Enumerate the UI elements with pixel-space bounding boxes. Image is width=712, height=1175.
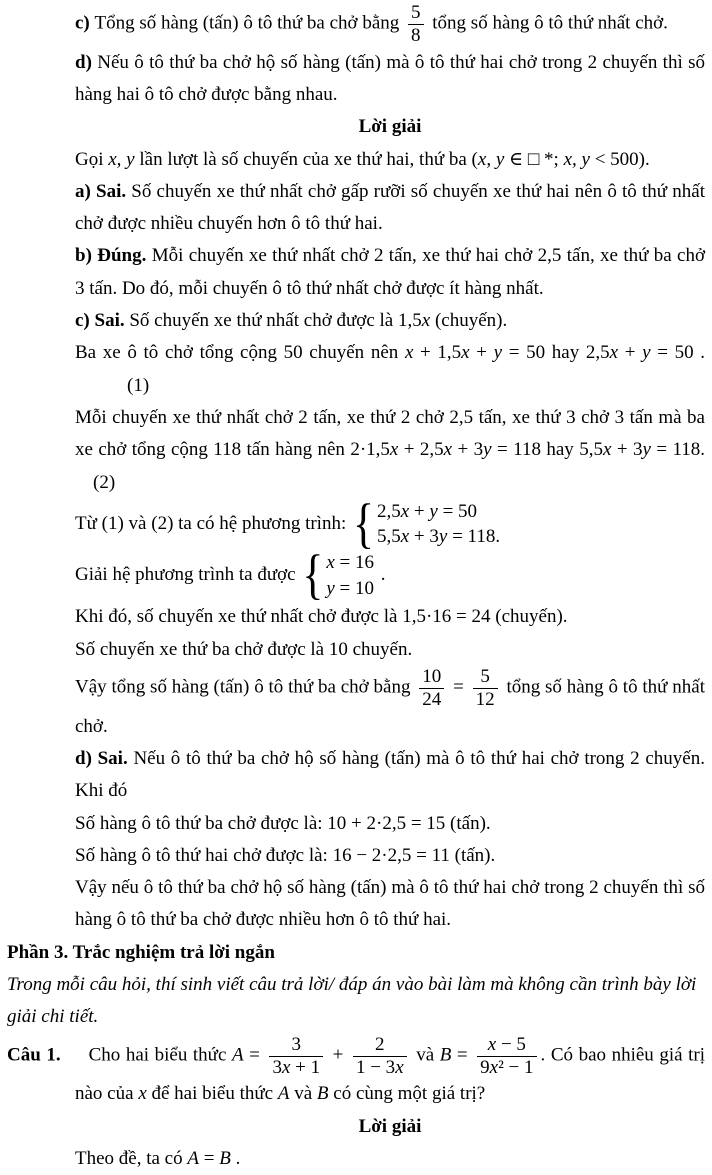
statement-d [75, 47, 705, 112]
math-variable: x, y [563, 148, 590, 170]
text-run: Nếu ô tô thứ ba chở hộ số hàng (tấn) mà ô tô thứ hai chở trong 2 chuyến. Khi đó [75, 747, 705, 802]
text-run: = [451, 1044, 474, 1066]
fraction-numerator [269, 1034, 323, 1057]
fraction-numerator [408, 2, 424, 25]
text-run: + 3 [452, 439, 484, 461]
math-variable: x, y [108, 148, 135, 170]
fraction-denominator [473, 689, 498, 711]
fraction-denominator [353, 1057, 407, 1079]
fraction-denominator [408, 25, 424, 47]
text-run: = 50 [437, 500, 478, 522]
text-run: + [618, 342, 643, 364]
text-run: = 118. [650, 439, 706, 461]
fraction-numerator [353, 1034, 407, 1057]
math-variable: x [326, 552, 335, 574]
fraction [419, 666, 444, 711]
system-row [326, 576, 374, 602]
text-run: Lời giải [358, 1115, 422, 1137]
text-run: < 500). [589, 148, 650, 170]
text-run: a) Sai. [75, 180, 132, 202]
solution-heading-2 [75, 1111, 705, 1143]
question-1 [7, 1033, 706, 1111]
text-run: Tổng số hàng (tấn) ô tô thứ ba chở bằng [94, 12, 405, 34]
text-run: 3 [272, 1056, 282, 1078]
math-variable: y [438, 526, 448, 548]
text-run: = 118. [447, 526, 501, 548]
text-run: Ba xe ô tô chở tổng cộng 50 chuyến nên [75, 342, 405, 364]
text-run: c) Sai. [75, 310, 130, 332]
text-run: 12 [475, 688, 495, 710]
text-run: = 118 hay 5,5 [491, 439, 603, 461]
text-run: − 5 [496, 1033, 526, 1055]
fraction-denominator [419, 689, 444, 711]
text-run: tổng số hàng ô tô thứ nhất chở. [75, 676, 705, 737]
text-run: Số hàng ô tô thứ hai chở được là: 16 − 2·2,5 = 11 (tấn). [75, 844, 496, 866]
text-run: + [469, 342, 494, 364]
answer-d [75, 743, 705, 808]
equation-total-trips [75, 337, 705, 402]
answer-a [75, 176, 705, 241]
fraction-denominator [269, 1057, 323, 1079]
conclusion-c [75, 666, 705, 743]
equation-total-tonnage [75, 402, 705, 499]
system-row [377, 524, 500, 550]
text-run: 3 [291, 1033, 302, 1055]
tonnage-third-truck [75, 808, 705, 840]
text-run: Số chuyến xe thứ nhất chở được là 1,5 [129, 310, 422, 332]
math-variable: y [642, 439, 651, 461]
text-run: = 50 . [650, 342, 706, 364]
text-run: + 2,5 [398, 439, 444, 461]
conclusion-d [75, 872, 705, 937]
text-run: Trong mỗi câu hỏi, thí sinh viết câu trả lời/ đáp án vào bài làm mà không cần trình bày lời giải chi tiết. [7, 974, 697, 1028]
text-run: Số hàng ô tô thứ ba chở được là: 10 + 2·2,5 = 15 (tấn). [75, 812, 491, 834]
math-variable: x [487, 1033, 497, 1055]
math-variable: x [443, 439, 453, 461]
tonnage-second-truck [75, 840, 705, 872]
text-run: Số chuyến xe thứ nhất chở gấp rưỡi số chuyến xe thứ hai nên ô tô thứ nhất chở được nhiều chuyến hơn ô tô thứ hai. [75, 180, 705, 235]
text-run: Theo đề, ta có [75, 1147, 188, 1169]
math-variable: y [642, 342, 651, 364]
text-run: và [410, 1044, 440, 1066]
text-run: tổng số hàng ô tô thứ nhất chở. [427, 12, 668, 34]
text-run: Mỗi chuyến xe thứ nhất chở 2 tấn, xe thứ 2 chở 2,5 tấn, xe thứ 3 chở 3 tấn mà ba xe chở tổng cộng 118 tấn hàng nên 2·1,5 [75, 406, 705, 461]
text-run: Cho hai biểu thức [88, 1044, 232, 1066]
final-answer [75, 1143, 705, 1175]
text-run: Vậy tổng số hàng (tấn) ô tô thứ ba chở bằng [75, 676, 416, 698]
text-run: Phần 3. Trắc nghiệm trả lời ngắn [7, 941, 275, 963]
text-run: (chuyến). [430, 310, 508, 332]
section-heading [7, 937, 705, 969]
text-run: + 1 [290, 1056, 321, 1078]
fraction [473, 666, 498, 711]
fraction [477, 1034, 536, 1079]
text-run: + 3 [611, 439, 643, 461]
solution-heading-1 [75, 111, 705, 143]
math-variable: x [421, 310, 431, 332]
text-run: 9 [480, 1056, 490, 1078]
math-variable: y [429, 500, 438, 522]
text-run: b) Đúng. [75, 245, 152, 267]
fraction-denominator [477, 1057, 536, 1079]
text-run: 1 − 3 [355, 1056, 396, 1078]
text-run: Lời giải [358, 116, 422, 138]
system-brace: { [352, 493, 374, 554]
math-variable: x [395, 1056, 404, 1078]
math-variable: x [404, 342, 414, 364]
math-variable: x [602, 439, 612, 461]
text-run: c) [75, 12, 95, 34]
text-run: có cùng một giá trị? [328, 1083, 486, 1105]
text-run: d) Sai. [75, 747, 134, 769]
math-variable: A [187, 1147, 199, 1169]
math-variable: x [281, 1056, 291, 1078]
math-variable: y [493, 342, 503, 364]
section-note [7, 969, 705, 1034]
math-variable: A [277, 1083, 290, 1105]
text-run: Gọi [75, 148, 109, 170]
text-run: 8 [411, 24, 421, 46]
text-run: lần lượt là số chuyến của xe thứ hai, thứ ba ( [134, 148, 478, 170]
text-run: 5 [411, 2, 421, 23]
fraction-numerator [419, 666, 444, 689]
text-run: 5,5 [376, 526, 401, 548]
text-run: + [409, 500, 430, 522]
text-run: = 10 [334, 577, 375, 599]
fraction [408, 2, 424, 47]
text-run: 24 [422, 688, 442, 710]
statement-c [75, 2, 705, 47]
text-run: + 1,5 [413, 342, 462, 364]
text-run: = [198, 1147, 220, 1169]
text-run: 5 [480, 666, 490, 687]
fraction-numerator [473, 666, 498, 689]
trips-first-truck [75, 601, 705, 633]
math-variable: y [483, 439, 492, 461]
math-variable: A [231, 1044, 244, 1066]
text-run: Vậy nếu ô tô thứ ba chở hộ số hàng (tấn) mà ô tô thứ hai chở trong 2 chuyến thì số hàng ô tô thứ ba chở được nhiều hơn ô tô thứ hai. [75, 877, 705, 931]
text-run: 2,5 [376, 500, 401, 522]
text-run: = 16 [334, 552, 375, 574]
text-run: để hai biểu thức [146, 1083, 278, 1105]
math-variable: x [400, 526, 410, 548]
text-run: . [230, 1147, 241, 1169]
fraction [269, 1034, 323, 1079]
text-run: (1) [127, 374, 150, 396]
math-variable: x, y [477, 148, 505, 170]
text-run: = [243, 1044, 266, 1066]
solution-intro [75, 144, 705, 176]
system-row [326, 550, 374, 576]
text-run: = [448, 676, 469, 698]
answer-b [75, 240, 705, 305]
system-solution [75, 544, 705, 605]
text-run: và [289, 1083, 317, 1105]
text-run: + 3 [409, 526, 439, 548]
system-brace: { [302, 544, 324, 605]
math-variable: x [400, 500, 410, 522]
math-variable: B [219, 1147, 231, 1169]
text-run: Số chuyến xe thứ ba chở được là 10 chuyến. [75, 638, 413, 660]
text-run: Khi đó, số chuyến xe thứ nhất chở được là 1,5·16 = 24 (chuyến). [75, 606, 568, 628]
text-run: Từ (1) và (2) ta có hệ phương trình: [75, 512, 351, 534]
text-run: 2 [375, 1033, 385, 1055]
math-variable: y [326, 577, 335, 599]
text-run: d) [75, 51, 98, 73]
fraction [353, 1034, 407, 1079]
system-row [377, 499, 500, 525]
text-run: Câu 1. [7, 1044, 61, 1066]
text-run: . Có bao nhiêu giá trị nào của [75, 1044, 706, 1105]
text-run: ² − 1 [498, 1056, 534, 1078]
math-variable: B [439, 1044, 452, 1066]
math-variable: x [138, 1083, 147, 1105]
text-run: Giải hệ phương trình ta được [75, 564, 301, 586]
trips-third-truck [75, 634, 705, 666]
text-run: Nếu ô tô thứ ba chở hộ số hàng (tấn) mà ô tô thứ hai chở trong 2 chuyến thì số hàng hai ô tô chở được bằng nhau. [75, 51, 705, 105]
math-variable: x [609, 342, 619, 364]
text-run: Mỗi chuyến xe thứ nhất chở 2 tấn, xe thứ hai chở 2,5 tấn, xe thứ ba chở 3 tấn. Do đó, mỗi chuyến ô tô thứ nhất chở được ít hàng nhất. [75, 245, 706, 299]
text-run: (2) [93, 471, 116, 493]
math-variable: x [489, 1056, 499, 1078]
text-run: ∈ □ *; [504, 148, 564, 170]
text-run: = 50 hay 2,5 [502, 342, 610, 364]
text-run: . [376, 564, 386, 586]
equation-system [75, 493, 705, 554]
math-variable: x [461, 342, 470, 364]
math-variable: x [389, 439, 399, 461]
text-run: + [327, 1044, 349, 1066]
fraction-numerator [477, 1034, 536, 1057]
math-variable: B [316, 1083, 329, 1105]
equation-system [302, 544, 375, 605]
equation-system [352, 493, 501, 554]
text-run: 10 [422, 666, 442, 687]
answer-c [75, 305, 705, 337]
